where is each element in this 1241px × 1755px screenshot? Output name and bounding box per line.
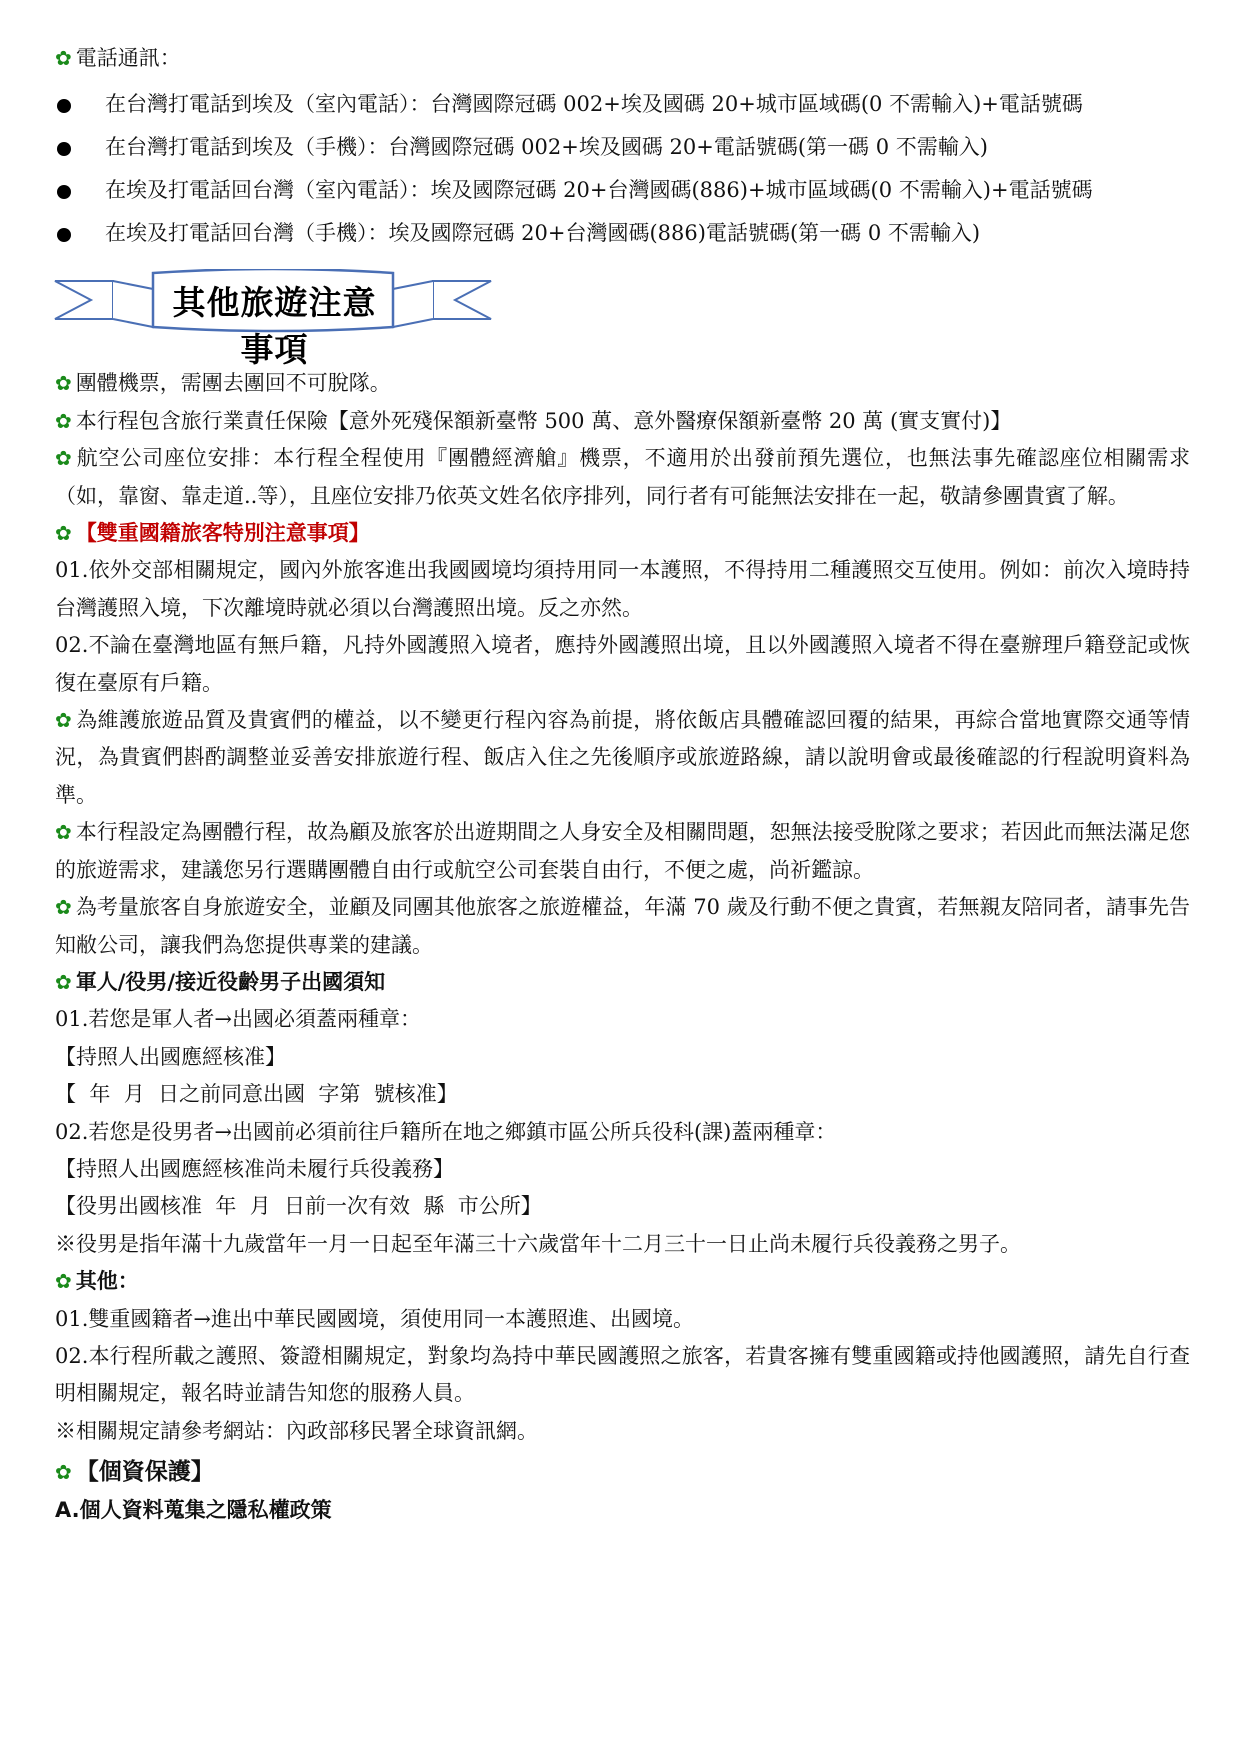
flower-icon: ✿ <box>55 820 72 845</box>
other-line: 02.本行程所載之護照、簽證相關規定，對象均為持中華民國護照之旅客，若貴客擁有雙重國籍或持他國護照，請先自行查明相關規定，報名時並請告知您的服務人員。 <box>55 1343 1190 1406</box>
military-line: 【役男出國核准 年 月 日前一次有效 縣 市公所】 <box>55 1194 542 1219</box>
flower-icon: ✿ <box>55 46 72 70</box>
privacy-heading: ✿ 【個資保護】 <box>55 1459 214 1486</box>
dual-rule-2: 02.不論在臺灣地區有無戶籍，凡持外國護照入境者，應持外國護照出境，且以外國護照入境者不得在臺辦理戶籍登記或恢復在臺原有戶籍。 <box>55 633 1190 695</box>
military-line: 01.若您是軍人者→出國必須蓋兩種章： <box>55 1007 421 1032</box>
flower-icon: ✿ <box>55 408 72 433</box>
note-safety: ✿ 為考量旅客自身旅遊安全，並顧及同團其他旅客之旅遊權益，年滿 70 歲及行動不便之貴賓，若無親友陪同者，請事先告知敝公司，讓我們為您提供專業的建議。 <box>55 895 1190 957</box>
other-heading: ✿ 其他： <box>55 1269 139 1294</box>
list-item: 在埃及打電話回台灣（室內電話）：埃及國際冠碼 20+台灣國碼(886)+城市區域碼(0 不需輸入)+電話號碼 <box>55 169 1190 212</box>
flower-icon: ✿ <box>55 895 72 920</box>
banner-title: 其他旅遊注意事項 <box>172 283 377 370</box>
document-content <box>55 40 1190 1529</box>
flower-icon: ✿ <box>55 969 72 994</box>
military-line: 02.若您是役男者→出國前必須前往戶籍所在地之鄉鎮市區公所兵役科(課)蓋兩種章： <box>55 1119 837 1144</box>
privacy-subheading: A.個人資料蒐集之隱私權政策 <box>55 1497 332 1522</box>
flower-icon: ✿ <box>55 521 72 546</box>
phone-list <box>55 83 1190 255</box>
flower-icon: ✿ <box>55 371 72 396</box>
military-heading: ✿ 軍人/役男/接近役齡男子出國須知 <box>55 969 386 994</box>
list-item: 在台灣打電話到埃及（手機）：台灣國際冠碼 002+埃及國碼 20+電話號碼(第一碼 0 不需輸入) <box>55 126 1190 169</box>
note-seating: ✿ 航空公司座位安排：本行程全程使用『團體經濟艙』機票，不適用於出發前預先選位，也無法事先確認座位相關需求（如，靠窗、靠走道..等），且座位安排乃依英文姓名依序排列，同行者有可能無法安排在一起，敬請參團貴賓了解。 <box>55 446 1190 508</box>
other-line: ※相關規定請參考網站：內政部移民署全球資訊網。 <box>55 1418 538 1443</box>
flower-icon: ✿ <box>55 708 73 733</box>
military-line: 【 年 月 日之前同意出國 字第 號核准】 <box>55 1082 458 1107</box>
flower-icon: ✿ <box>55 1269 72 1294</box>
list-item: 在埃及打電話回台灣（手機）：埃及國際冠碼 20+台灣國碼(886)電話號碼(第一碼 0 不需輸入) <box>55 212 1190 255</box>
list-item: 在台灣打電話到埃及（室內電話）：台灣國際冠碼 002+埃及國碼 20+城市區域碼(0 不需輸入)+電話號碼 <box>55 83 1190 126</box>
military-line: 【持照人出國應經核准尚未履行兵役義務】 <box>55 1156 454 1181</box>
military-line: 【持照人出國應經核准】 <box>55 1044 286 1069</box>
note-quality: ✿ 為維護旅遊品質及貴賓們的權益，以不變更行程內容為前提，將依飯店具體確認回覆的結果，再綜合當地實際交通等情況，為貴賓們斟酌調整並妥善安排旅遊行程、飯店入住之先後順序或旅遊路線，請以說明會或最後確認的行程說明資料為準。 <box>55 708 1190 807</box>
flower-icon: ✿ <box>55 1460 72 1485</box>
note-insurance: ✿ 本行程包含旅行業責任保險【意外死殘保額新臺幣 500 萬、意外醫療保額新臺幣 20 萬 (實支實付)】 <box>55 408 1012 433</box>
dual-rule-1: 01.依外交部相關規定，國內外旅客進出我國國境均須持用同一本護照，不得持用二種護照交互使用。例如：前次入境時持台灣護照入境，下次離境時就必須以台灣護照出境。反之亦然。 <box>55 558 1190 620</box>
military-line: ※役男是指年滿十九歲當年一月一日起至年滿三十六歲當年十二月三十一日止尚未履行兵役義務之男子。 <box>55 1231 1021 1256</box>
note-group-tour: ✿ 本行程設定為團體行程，故為顧及旅客於出遊期間之人身安全及相關問題，恕無法接受脫隊之要求；若因此而無法滿足您的旅遊需求，建議您另行選購團體自由行或航空公司套裝自由行，不便之處，尚祈鑑諒。 <box>55 820 1190 882</box>
note-group-ticket: ✿ 團體機票，需團去團回不可脫隊。 <box>55 371 391 396</box>
flower-icon: ✿ <box>55 446 73 471</box>
dual-nationality-heading: ✿ 【雙重國籍旅客特別注意事項】 <box>55 521 370 546</box>
section-banner <box>53 269 493 370</box>
phone-heading: ✿ 電話通訊： <box>55 46 181 70</box>
other-line: 01.雙重國籍者→進出中華民國國境，須使用同一本護照進、出國境。 <box>55 1306 694 1331</box>
